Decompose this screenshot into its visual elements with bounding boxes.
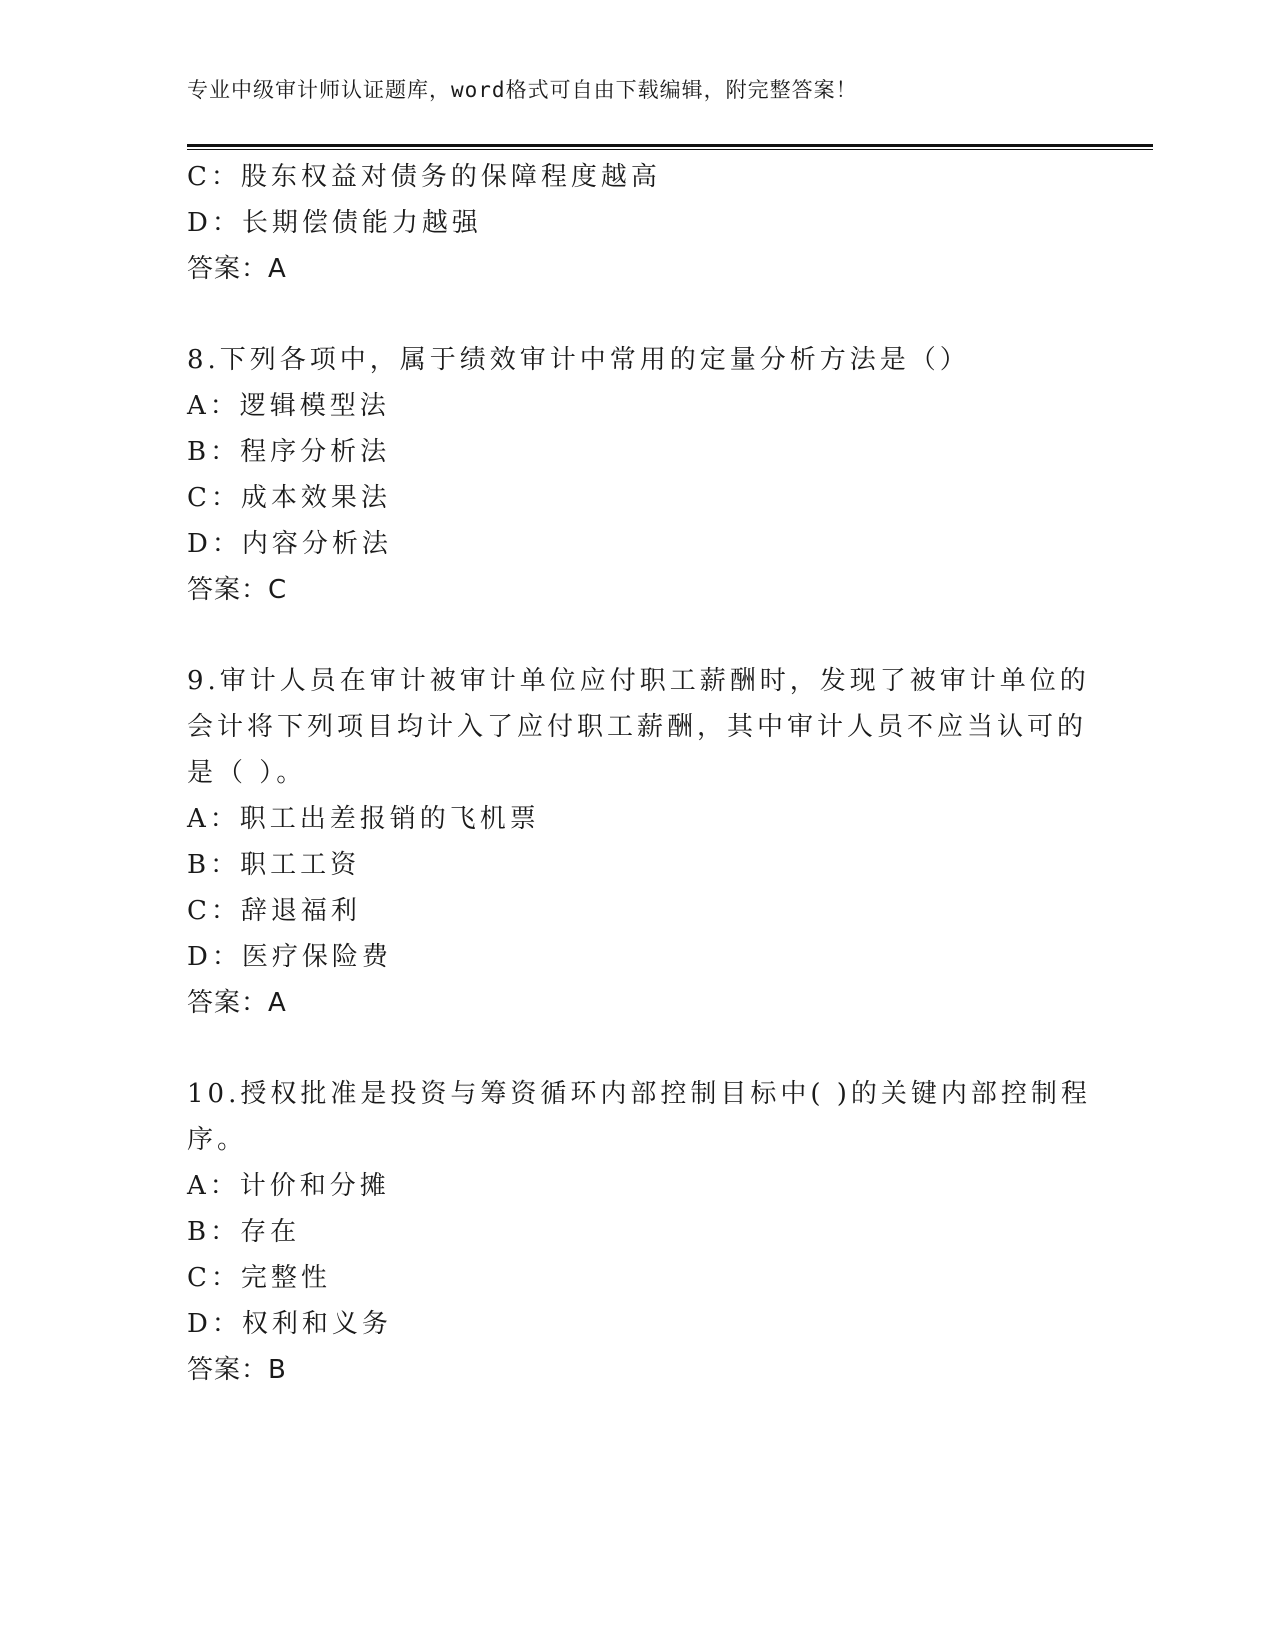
option-b: B：职工工资 [187, 850, 361, 880]
question-stem-line-3: 是（ ）。 [187, 758, 307, 788]
answer: 答案：A [187, 988, 287, 1018]
option-d: D：医疗保险费 [187, 942, 392, 972]
option-c: C：股东权益对债务的保障程度越高 [187, 162, 661, 192]
answer: 答案：B [187, 1355, 287, 1385]
option-b: B：程序分析法 [187, 437, 391, 467]
header-rule-thin [187, 149, 1153, 150]
question-7 [187, 154, 1087, 292]
question-10 [187, 1071, 1091, 1393]
option-b: B：存在 [187, 1217, 301, 1247]
answer: 答案：A [187, 254, 287, 284]
option-c: C：完整性 [187, 1263, 331, 1293]
question-stem-line-1: 10.授权批准是投资与筹资循环内部控制目标中( )的关键内部控制程 [187, 1079, 1091, 1109]
option-c: C：成本效果法 [187, 483, 391, 513]
question-stem: 8.下列各项中，属于绩效审计中常用的定量分析方法是（） [187, 345, 970, 375]
question-stem-line-2: 序。 [187, 1125, 248, 1155]
answer: 答案：C [187, 575, 288, 605]
question-9 [187, 658, 1090, 1026]
question-8 [187, 337, 1087, 613]
option-d: D：权利和义务 [187, 1309, 392, 1339]
option-d: D：长期偿债能力越强 [187, 208, 482, 238]
option-d: D：内容分析法 [187, 529, 392, 559]
option-a: A：逻辑模型法 [187, 391, 390, 421]
page-header: 专业中级审计师认证题库，word格式可自由下载编辑，附完整答案！ [187, 78, 858, 102]
header-rule-thick [187, 144, 1153, 147]
option-c: C：辞退福利 [187, 896, 361, 926]
question-stem-line-1: 9.审计人员在审计被审计单位应付职工薪酬时，发现了被审计单位的 [187, 666, 1090, 696]
question-list [187, 154, 1091, 1393]
question-stem-line-2: 会计将下列项目均计入了应付职工薪酬，其中审计人员不应当认可的 [187, 712, 1088, 742]
option-a: A：职工出差报销的飞机票 [187, 804, 540, 834]
option-a: A：计价和分摊 [187, 1171, 390, 1201]
